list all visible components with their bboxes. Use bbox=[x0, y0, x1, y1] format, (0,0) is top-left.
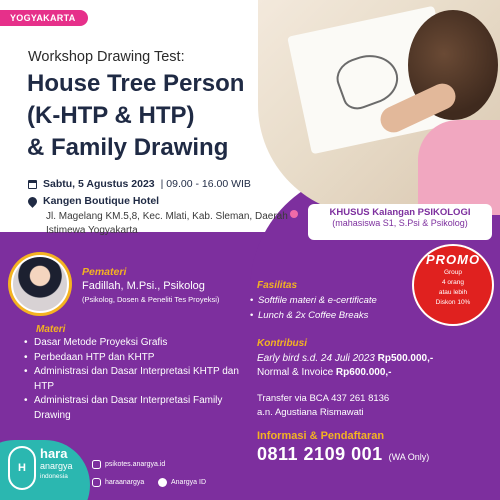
title-line-2: (K-HTP & HTP) bbox=[27, 102, 195, 129]
materi-list bbox=[24, 336, 244, 423]
event-time: | 09.00 - 16.00 WIB bbox=[160, 178, 251, 190]
fasilitas-label: Fasilitas bbox=[257, 280, 298, 291]
web-icon bbox=[92, 460, 101, 469]
list-item: • Administrasi dan Dasar Interpretasi Family Drawing bbox=[24, 394, 244, 423]
list-item: • Dasar Metode Proyeksi Grafis bbox=[24, 336, 244, 351]
audience-subtitle: (mahasiswa S1, S.Psi & Psikolog) bbox=[332, 218, 468, 228]
speaker-role: (Psikolog, Dosen & Peneliti Tes Proyeksi) bbox=[82, 295, 220, 304]
list-item: • Administrasi dan Dasar Interpretasi KHTP dan HTP bbox=[24, 365, 244, 394]
social-instagram[interactable] bbox=[92, 478, 144, 487]
transfer-info bbox=[257, 392, 389, 419]
social-web-text: psikotes.anargya.id bbox=[105, 461, 166, 468]
social-facebook[interactable] bbox=[158, 478, 206, 487]
event-venue bbox=[28, 195, 159, 207]
promo-line-4: Diskon 10% bbox=[435, 299, 471, 306]
venue-address: Jl. Magelang KM.5,8, Kec. Mlati, Kab. Sleman, Daerah Istimewa Yogyakarta bbox=[46, 211, 288, 236]
audience-title: KHUSUS Kalangan PSIKOLOGI bbox=[329, 207, 471, 218]
phone-number: 0811 2109 001 bbox=[257, 444, 383, 464]
calendar-icon bbox=[28, 180, 37, 189]
normal-text: Normal & Invoice bbox=[257, 367, 334, 378]
promo-line-3: atau lebih bbox=[438, 289, 468, 296]
contact-label: Informasi & Pendaftaran bbox=[257, 430, 385, 442]
event-title bbox=[27, 68, 327, 164]
promo-badge bbox=[412, 244, 494, 326]
promo-line-2: 4 orang bbox=[441, 279, 465, 286]
brand-tagline: indonesia bbox=[40, 473, 68, 480]
title-line-3: & Family Drawing bbox=[27, 134, 229, 161]
venue-name: Kangen Boutique Hotel bbox=[43, 195, 160, 207]
brand-name-line-2: anargya bbox=[40, 461, 73, 471]
kontribusi-label: Kontribusi bbox=[257, 338, 307, 349]
transfer-holder: a.n. Agustiana Rismawati bbox=[257, 406, 364, 418]
audience-box bbox=[308, 204, 492, 240]
brand-name-line-1: hara bbox=[40, 446, 68, 461]
materi-label: Materi bbox=[36, 324, 66, 335]
instagram-icon bbox=[92, 478, 101, 487]
list-item: • Lunch & 2x Coffee Breaks bbox=[250, 309, 377, 324]
early-bird-price bbox=[257, 352, 433, 366]
location-pin-icon bbox=[26, 195, 39, 208]
promo-line-1: Group bbox=[443, 269, 463, 276]
brand-logo: H bbox=[8, 446, 36, 490]
speaker-label: Pemateri bbox=[82, 266, 127, 278]
event-schedule bbox=[28, 178, 251, 190]
speaker-photo bbox=[11, 255, 69, 313]
normal-amount: Rp600.000,- bbox=[335, 367, 392, 378]
brand-name bbox=[40, 448, 73, 472]
event-subtitle: Workshop Drawing Test: bbox=[28, 49, 185, 65]
location-tag: YOGYAKARTA bbox=[0, 10, 88, 26]
phone-note: (WA Only) bbox=[388, 452, 430, 462]
social-web[interactable] bbox=[92, 460, 165, 469]
normal-price bbox=[257, 366, 392, 380]
early-bird-text: Early bird s.d. 24 Juli 2023 bbox=[257, 353, 375, 364]
speaker-avatar bbox=[8, 252, 72, 316]
promo-title: PROMO bbox=[425, 252, 481, 267]
early-bird-amount: Rp500.000,- bbox=[377, 353, 434, 364]
speaker-name: Fadillah, M.Psi., Psikolog bbox=[82, 280, 205, 292]
facebook-icon bbox=[158, 478, 167, 487]
social-facebook-text: Anargya ID bbox=[171, 479, 207, 486]
fasilitas-list bbox=[250, 294, 377, 323]
social-instagram-text: haraanargya bbox=[105, 479, 145, 486]
title-line-1: House Tree Person bbox=[27, 70, 245, 97]
list-item: • Perbedaan HTP dan KHTP bbox=[24, 351, 244, 366]
transfer-account: Transfer via BCA 437 261 8136 bbox=[257, 393, 390, 404]
list-item: • Softfile materi & e-certificate bbox=[250, 294, 377, 309]
contact-phone bbox=[257, 444, 429, 465]
event-date: Sabtu, 5 Agustus 2023 bbox=[43, 178, 155, 190]
